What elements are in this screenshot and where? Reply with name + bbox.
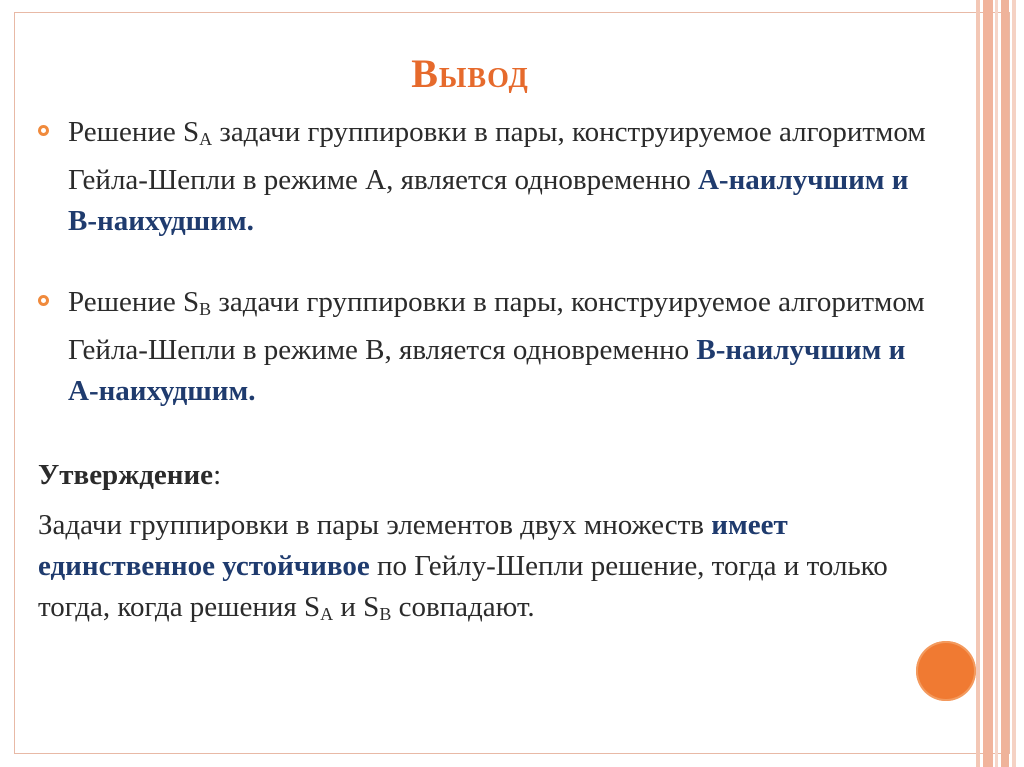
bullet-item (38, 282, 938, 412)
statement-heading: Утверждение: (38, 459, 222, 491)
decor-stripe (983, 0, 993, 767)
bullet-text: Решение $S_B$ задачи группировки в пары, конструируемое алгоритмом Гейла-Шепли в режиме В, является одновременно В-наилучшим и А-наихудшим. (68, 286, 925, 407)
bullet-highlight: В-наилучшим и А-наихудшим. (68, 334, 906, 407)
decor-stripe (995, 0, 998, 767)
decor-circle-icon (916, 641, 976, 701)
conclusion-highlight: имеет единственное устойчивое (38, 509, 788, 582)
bullet-ring-icon (38, 295, 49, 306)
bullet-ring-icon (38, 125, 49, 136)
slide-title: Вывод (411, 51, 529, 96)
bullet-highlight: А-наилучшим и В-наихудшим. (68, 164, 909, 237)
conclusion-text: Задачи группировки в пары элементов двух множеств имеет единственное устойчивое по Гейлу-Шепли решение, тогда и только тогда, когда решения $S_A$ и $S_B$ совпадают. (38, 509, 888, 624)
bullet-text: Решение $S_A$ задачи группировки в пары, конструируемое алгоритмом Гейла-Шепли в режиме А, является одновременно А-наилучшим и В-наихудшим. (68, 116, 926, 237)
decor-stripe (976, 0, 980, 767)
decor-stripe (1001, 0, 1009, 767)
decor-stripe (1012, 0, 1016, 767)
bullet-item (38, 112, 938, 242)
